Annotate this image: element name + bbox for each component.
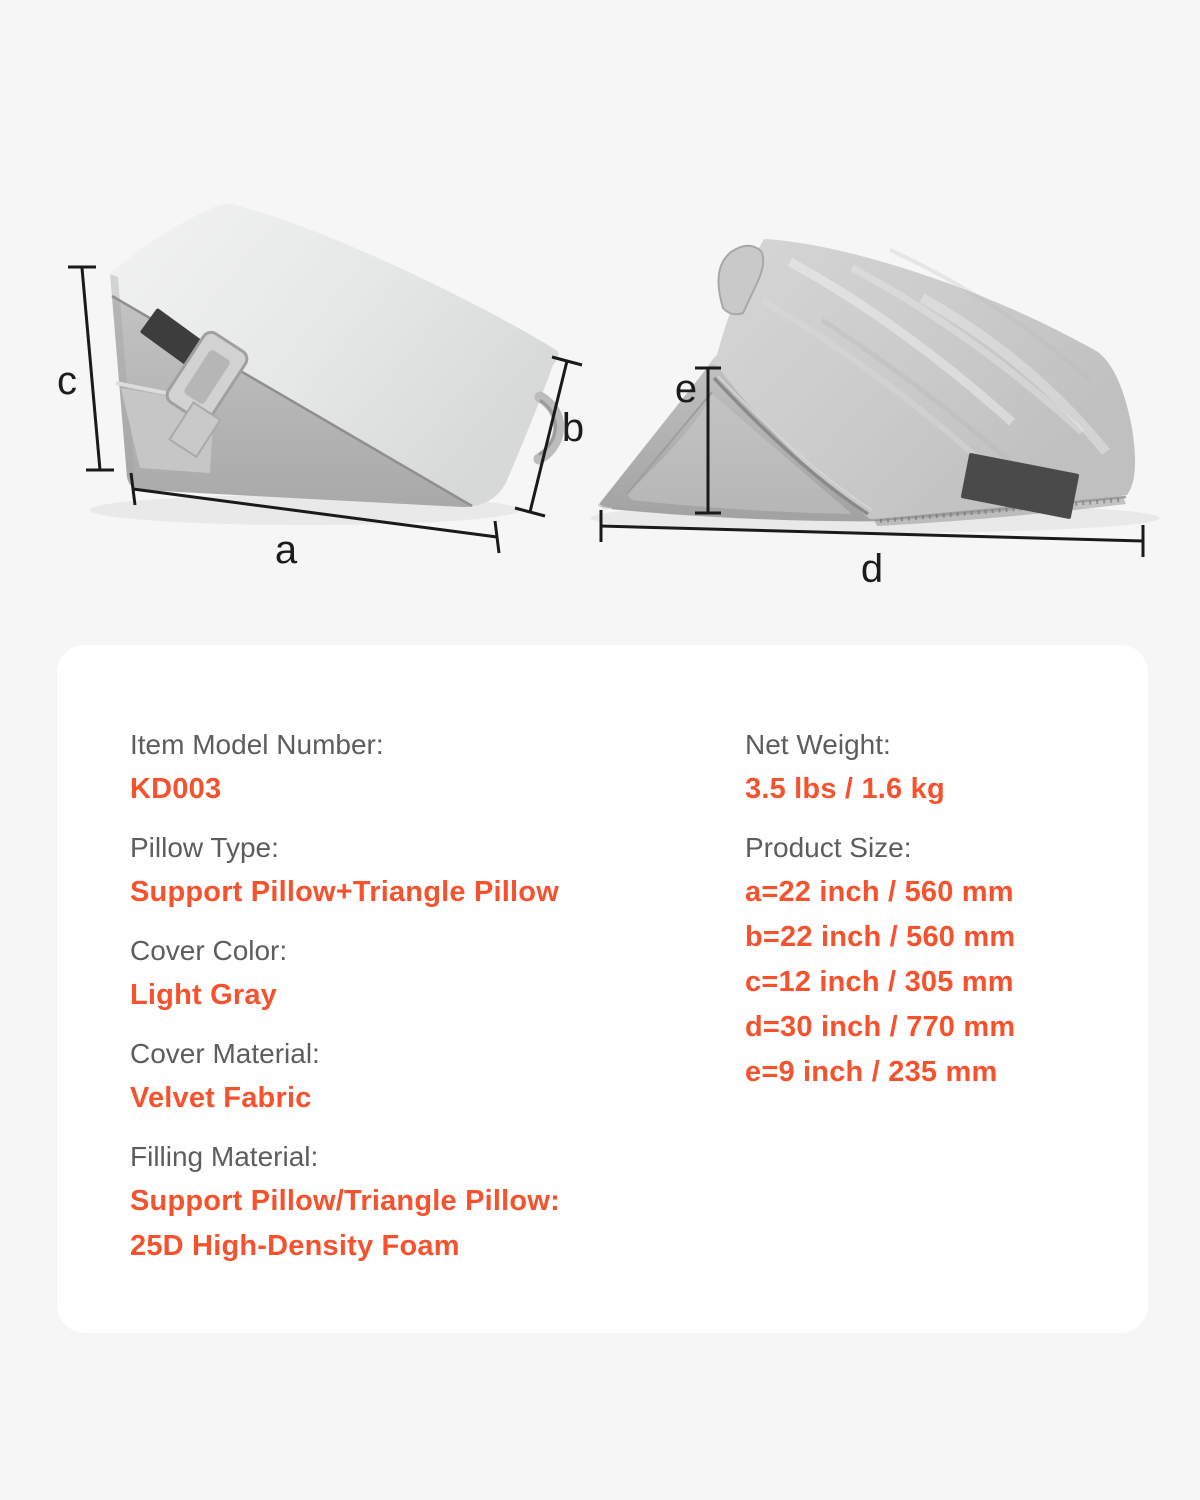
spec-value: KD003 xyxy=(130,773,222,805)
spec-label: Item Model Number: xyxy=(130,729,384,760)
dimension-label-d: d xyxy=(860,547,884,591)
spec-value: 25D High-Density Foam xyxy=(130,1230,460,1262)
spec-value: Support Pillow+Triangle Pillow xyxy=(130,876,559,908)
spec-item-model-number xyxy=(130,722,690,812)
spec-label: Filling Material: xyxy=(130,1141,319,1172)
dimension-line-c xyxy=(82,268,100,470)
spec-label: Cover Color: xyxy=(130,935,288,966)
spec-label: Net Weight: xyxy=(745,729,891,760)
spec-column-left xyxy=(130,722,690,1282)
dimension-label-a: a xyxy=(274,528,298,572)
spec-label: Product Size: xyxy=(745,832,912,863)
spec-value: Support Pillow/Triangle Pillow: xyxy=(130,1185,560,1217)
dimension-tick-a-right xyxy=(495,521,499,553)
left-pillow xyxy=(110,204,559,507)
dimension-label-c: c xyxy=(57,359,77,403)
spec-value: Light Gray xyxy=(130,979,278,1011)
spec-size-b: b=22 inch / 560 mm xyxy=(745,921,1016,953)
spec-column-right xyxy=(745,722,1125,1108)
spec-item-filling-material xyxy=(130,1134,690,1269)
spec-item-cover-material xyxy=(130,1031,690,1121)
spec-label: Pillow Type: xyxy=(130,832,279,863)
spec-item-product-size xyxy=(745,825,1125,1095)
spec-item-cover-color xyxy=(130,928,690,1018)
spec-item-pillow-type xyxy=(130,825,690,915)
spec-size-d: d=30 inch / 770 mm xyxy=(745,1011,1016,1043)
spec-size-a: a=22 inch / 560 mm xyxy=(745,876,1014,908)
spec-size-c: c=12 inch / 305 mm xyxy=(745,966,1014,998)
spec-panel xyxy=(57,645,1148,1333)
product-diagram xyxy=(0,0,1200,620)
spec-label: Cover Material: xyxy=(130,1038,320,1069)
spec-item-net-weight xyxy=(745,722,1125,812)
spec-value: 3.5 lbs / 1.6 kg xyxy=(745,773,945,805)
dimension-label-e: e xyxy=(674,367,698,411)
spec-value: Velvet Fabric xyxy=(130,1082,312,1114)
dimension-label-b: b xyxy=(561,406,585,450)
spec-size-e: e=9 inch / 235 mm xyxy=(745,1056,998,1088)
